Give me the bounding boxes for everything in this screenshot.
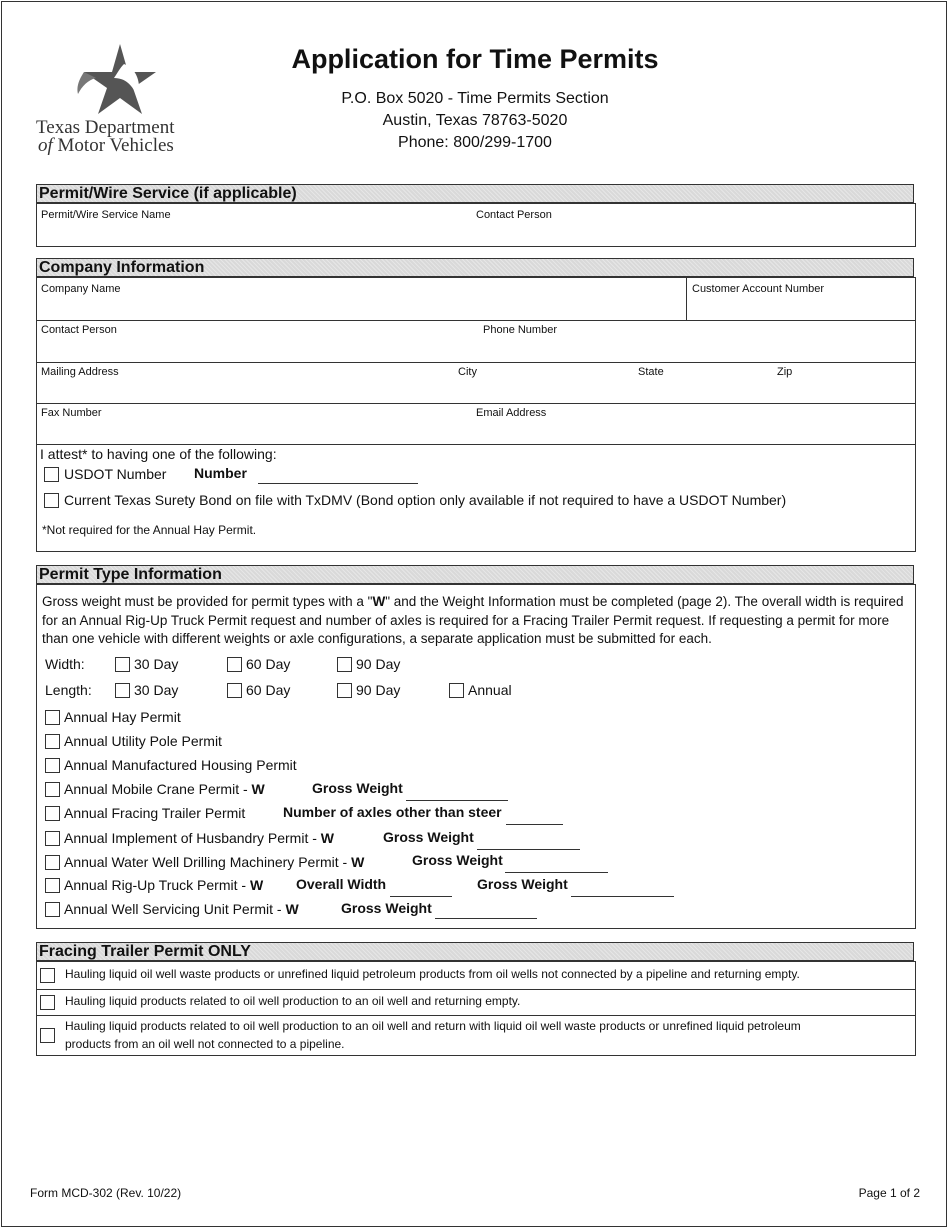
address-line-2: Austin, Texas 78763-5020 bbox=[382, 112, 568, 129]
rigup-gross-weight-label: Gross Weight bbox=[477, 876, 568, 892]
mailing-address-label: Mailing Address bbox=[41, 366, 119, 378]
fracing-option3-checkbox[interactable] bbox=[40, 1028, 55, 1043]
water-well-gross-weight-label: Gross Weight bbox=[412, 852, 503, 868]
address-line-1: P.O. Box 5020 - Time Permits Section bbox=[341, 90, 609, 107]
width-30-day-label: 30 Day bbox=[134, 656, 179, 672]
length-90-day-label: 90 Day bbox=[356, 682, 401, 698]
usdot-label: USDOT Number bbox=[64, 466, 167, 482]
axles-field[interactable] bbox=[506, 824, 563, 825]
city-label: City bbox=[458, 366, 477, 378]
manufactured-housing-label: Annual Manufactured Housing Permit bbox=[64, 757, 297, 773]
length-60-day-label: 60 Day bbox=[246, 682, 291, 698]
fracing-option2-checkbox[interactable] bbox=[40, 995, 55, 1010]
usdot-number-label: Number bbox=[194, 465, 247, 481]
zip-label: Zip bbox=[777, 366, 793, 378]
hay-permit-checkbox[interactable] bbox=[45, 710, 60, 725]
crane-gross-weight-label: Gross Weight bbox=[312, 780, 403, 796]
surety-bond-checkbox[interactable] bbox=[44, 493, 59, 508]
attest-text: I attest* to having one of the following: bbox=[40, 446, 277, 462]
mobile-crane-checkbox[interactable] bbox=[45, 782, 60, 797]
usdot-checkbox[interactable] bbox=[44, 467, 59, 482]
length-60-day-checkbox[interactable] bbox=[227, 683, 242, 698]
fracing-option2-label: Hauling liquid products related to oil well production to an oil well and returning empty. bbox=[65, 994, 521, 1008]
width-60-day-label: 60 Day bbox=[246, 656, 291, 672]
company-name-label: Company Name bbox=[41, 283, 121, 295]
page-title: Application for Time Permits bbox=[291, 44, 659, 74]
water-well-gross-weight-field[interactable] bbox=[505, 872, 608, 873]
crane-gross-weight-field[interactable] bbox=[406, 800, 508, 801]
well-servicing-label: Annual Well Servicing Unit Permit - W bbox=[64, 901, 299, 917]
page-number: Page 1 of 2 bbox=[858, 1186, 920, 1200]
hay-permit-label: Annual Hay Permit bbox=[64, 709, 181, 725]
overall-width-field[interactable] bbox=[390, 896, 452, 897]
wire-service-name-label: Permit/Wire Service Name bbox=[41, 209, 171, 221]
fracing-trailer-checkbox[interactable] bbox=[45, 806, 60, 821]
permit-type-heading: Permit Type Information bbox=[36, 565, 914, 584]
overall-width-label: Overall Width bbox=[296, 876, 387, 892]
wire-contact-label: Contact Person bbox=[476, 209, 552, 221]
well-servicing-checkbox[interactable] bbox=[45, 902, 60, 917]
permit-wire-service-heading: Permit/Wire Service (if applicable) bbox=[36, 184, 914, 203]
surety-bond-label: Current Texas Surety Bond on file with TxDMV (Bond option only available if not required to have a USDOT Number) bbox=[64, 492, 787, 508]
length-90-day-checkbox[interactable] bbox=[337, 683, 352, 698]
width-60-day-checkbox[interactable] bbox=[227, 657, 242, 672]
utility-pole-checkbox[interactable] bbox=[45, 734, 60, 749]
email-address-label: Email Address bbox=[476, 407, 547, 419]
rigup-truck-label: Annual Rig-Up Truck Permit - W bbox=[64, 877, 264, 893]
husbandry-gross-weight-label: Gross Weight bbox=[383, 829, 474, 845]
rigup-gross-weight-field[interactable] bbox=[571, 896, 674, 897]
fracing-only-heading: Fracing Trailer Permit ONLY bbox=[36, 942, 914, 961]
length-annual-checkbox[interactable] bbox=[449, 683, 464, 698]
water-well-checkbox[interactable] bbox=[45, 855, 60, 870]
utility-pole-label: Annual Utility Pole Permit bbox=[64, 733, 222, 749]
fracing-option1-label: Hauling liquid oil well waste products or unrefined liquid petroleum products from oil wells not connected by a pipeline and returning empty. bbox=[65, 967, 800, 981]
logo-line2: of Motor Vehicles bbox=[38, 135, 174, 156]
phone-number-label: Phone Number bbox=[483, 324, 557, 336]
fax-number-label: Fax Number bbox=[41, 407, 102, 419]
length-30-day-label: 30 Day bbox=[134, 682, 179, 698]
manufactured-housing-checkbox[interactable] bbox=[45, 758, 60, 773]
length-30-day-checkbox[interactable] bbox=[115, 683, 130, 698]
usdot-number-field[interactable] bbox=[258, 483, 418, 484]
permit-type-instructions: Gross weight must be provided for permit types with a "W" and the Weight Information must be completed (page 2). The overall width is required for an Annual Rig-Up Truck Permit request and number of axles is required for a Fracing Trailer Permit request. If requesting a permit for more than one vehicle with different weights or axle configurations, a separate application must be submitted for each. bbox=[42, 594, 904, 646]
width-label: Width: bbox=[45, 656, 85, 672]
customer-account-label: Customer Account Number bbox=[692, 283, 825, 295]
axles-label: Number of axles other than steer bbox=[283, 804, 502, 820]
fracing-option1-checkbox[interactable] bbox=[40, 968, 55, 983]
fracing-trailer-label: Annual Fracing Trailer Permit bbox=[64, 805, 246, 821]
length-label: Length: bbox=[45, 682, 92, 698]
water-well-label: Annual Water Well Drilling Machinery Permit - W bbox=[64, 854, 365, 870]
fracing-option3-label-line1: Hauling liquid products related to oil well production to an oil well and return with liquid oil well waste products or unrefined liquid petroleum bbox=[65, 1019, 801, 1033]
state-label: State bbox=[638, 366, 664, 378]
well-servicing-gross-weight-label: Gross Weight bbox=[341, 900, 432, 916]
company-contact-label: Contact Person bbox=[41, 324, 117, 336]
fracing-option3-label-line2: products from an oil well not connected to a pipeline. bbox=[65, 1037, 345, 1051]
husbandry-label: Annual Implement of Husbandry Permit - W bbox=[64, 830, 334, 846]
logo-line1: Texas Department bbox=[36, 117, 175, 138]
rigup-truck-checkbox[interactable] bbox=[45, 878, 60, 893]
company-info-heading: Company Information bbox=[36, 258, 914, 277]
width-30-day-checkbox[interactable] bbox=[115, 657, 130, 672]
width-90-day-label: 90 Day bbox=[356, 656, 401, 672]
mobile-crane-label: Annual Mobile Crane Permit - W bbox=[64, 781, 265, 797]
form-id: Form MCD-302 (Rev. 10/22) bbox=[30, 1186, 182, 1200]
address-line-3: Phone: 800/299-1700 bbox=[398, 134, 552, 151]
well-servicing-gross-weight-field[interactable] bbox=[435, 918, 537, 919]
husbandry-checkbox[interactable] bbox=[45, 831, 60, 846]
attest-footnote: *Not required for the Annual Hay Permit. bbox=[42, 523, 257, 537]
length-annual-label: Annual bbox=[468, 682, 512, 698]
width-90-day-checkbox[interactable] bbox=[337, 657, 352, 672]
husbandry-gross-weight-field[interactable] bbox=[477, 849, 580, 850]
